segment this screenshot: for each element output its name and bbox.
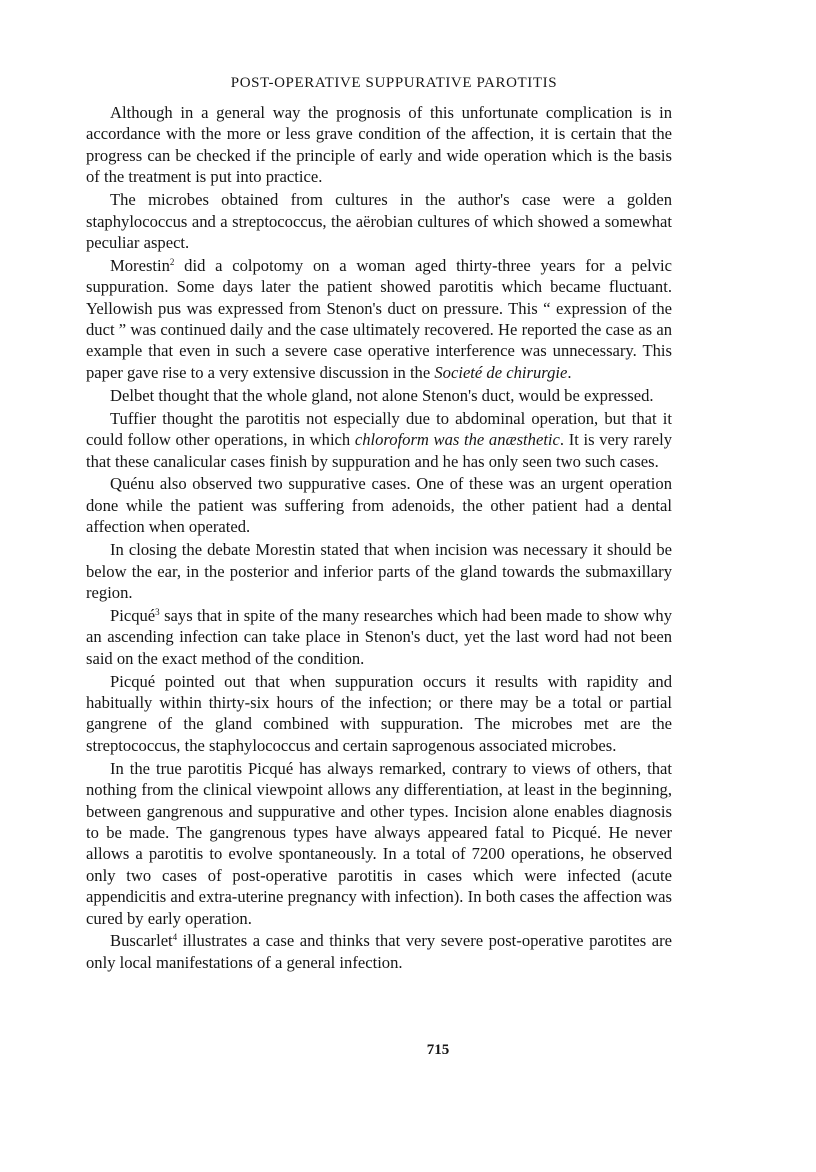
paragraph-delbet: Delbet thought that the whole gland, not alone Stenon's duct, would be expressed. bbox=[110, 385, 654, 405]
footnote-ref: 2 bbox=[169, 256, 175, 267]
paragraph-debate-close: In closing the debate Morestin stated that when incision was necessary it should be below the ear, in the posterior and inferior parts of the gland towards the submaxillary region. bbox=[86, 540, 672, 602]
paragraph-true-parotitis: In the true parotitis Picqué has always remarked, contrary to views of others, that nothing from the clinical viewpoint allows any differentiation, at least in the beginning, between gangrenous and suppurative and other types. Incision alone enables diagnosis to be made. The gangrenous types have always appeared fatal to Picqué. He never allows a parotitis to evolve spontaneously. In a total of 7200 operations, he observed only two cases of post-operative parotitis in cases which were infected (acute appendicitis and extra-uterine pregnancy with infection). In both cases the affection was cured by early operation. bbox=[86, 758, 672, 928]
body-text bbox=[86, 102, 672, 973]
page-number: 715 bbox=[426, 1042, 450, 1058]
paragraph-text: Tuffier thought the parotitis not especially due to abdominal operation, but that it could follow other operations, in which bbox=[86, 408, 672, 450]
paragraph-picque-suppuration: Picqué pointed out that when suppuration occurs it results with rapidity and habitually within thirty-six hours of the infection; or there may be a total or partial gangrene of the gland combined with suppuration. The microbes met are the streptococcus, the staphylococcus and certain saprogenous associated microbes. bbox=[86, 671, 672, 755]
paragraph-text: . bbox=[567, 362, 572, 382]
paragraph-picque-researches bbox=[86, 605, 672, 669]
paragraph-prognosis: Although in a general way the prognosis of this unfortunate complication is in accordance with the more or less grave condition of the affection, it is certain that the progress can be checked if the principle of early and wide operation which is the basis of the treatment is put into practice. bbox=[86, 103, 672, 187]
paragraph-morestin bbox=[86, 255, 672, 383]
italic-phrase: Societé de chirurgie bbox=[434, 362, 568, 382]
running-head: POST-OPERATIVE SUPPURATIVE PAROTITIS bbox=[230, 75, 558, 91]
author-name: Picqué bbox=[110, 605, 156, 625]
author-name: Buscarlet bbox=[110, 931, 173, 951]
paragraph-quenu: Quénu also observed two suppurative cases. One of these was an urgent operation done while the patient was suffering from adenoids, the other patient had a dental affection when operated. bbox=[86, 474, 672, 537]
footnote-ref: 3 bbox=[155, 606, 160, 617]
paragraph-text: illustrates a case and thinks that very severe post-operative parotites are only local manifestations of a general infection. bbox=[86, 931, 672, 972]
italic-phrase: chloroform was the anæsthetic bbox=[354, 430, 560, 450]
author-name: Morestin bbox=[110, 255, 170, 275]
paragraph-text: says that in spite of the many researches which had been made to show why an ascending infection can take place in Stenon's duct, yet the last word had not been said on the exact method of the condition. bbox=[86, 605, 672, 668]
paragraph-text: did a colpotomy on a woman aged thirty-three years for a pelvic suppuration. Some days later the patient showed parotitis which became fluctuant. Yellowish pus was expressed from Stenon's duct on pressure. This “ expression of the duct ” was continued daily and the case ultimately recovered. He reported the case as an example that even in such a severe case operative interference was unnecessary. This paper gave rise to a very extensive discussion in the bbox=[86, 255, 672, 382]
paragraph-text: . It is very rarely that these canalicular cases finish by suppuration and he has only seen two such cases. bbox=[86, 430, 673, 471]
paragraph-microbes: The microbes obtained from cultures in the author's case were a golden staphylococcus and a streptococcus, the aërobian cultures of which showed a somewhat peculiar aspect. bbox=[86, 190, 672, 252]
footnote-ref: 4 bbox=[172, 932, 178, 943]
paragraph-buscarlet bbox=[86, 930, 672, 973]
paragraph-tuffier bbox=[86, 408, 672, 472]
